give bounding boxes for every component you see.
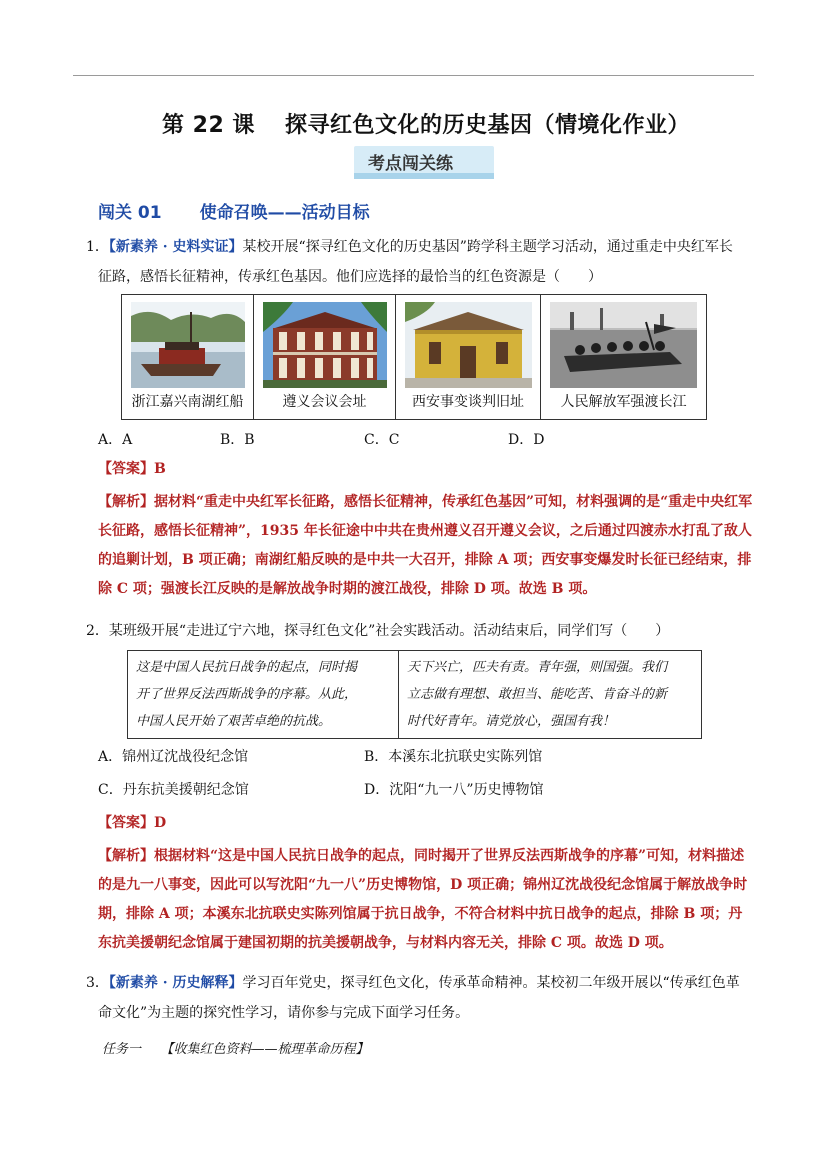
explain-label: 【解析】 [98,848,154,864]
quote-line: 天下兴亡，匹夫有责。青年强，则国强。我们 [407,660,668,675]
question-2-explanation [98,842,753,958]
quote-cell-right [399,651,701,738]
section-heading [98,198,370,223]
lesson-title: 探寻红色文化的历史基因（情境化作业） [284,113,690,138]
option-b[interactable]: B．B [220,432,255,448]
question-text-line: 某班级开展“走进辽宁六地，探寻红色文化”社会实践活动。活动结束后，同学们写（ ） [108,623,670,639]
option-c[interactable]: C．丹东抗美援朝纪念馆 [98,782,249,798]
question-2-options-row1 [98,746,698,766]
page-title [162,108,690,139]
question-number: 2． [86,623,109,639]
image-cell [541,295,706,419]
explain-label: 【解析】 [98,494,154,510]
xian-building-icon [405,302,532,388]
header-rule [73,75,754,76]
image-options-table [121,294,707,420]
question-tag: 【新素养 · 史料实证】 [108,239,243,255]
explain-text: 据材料“重走中央红军长征路，感悟长征精神，传承红色基因”可知，材料强调的是“重走中央红军长征路，感悟长征精神”，1935 年长征途中中共在贵州遵义召开遵义会议，之后通过四渡赤水打乱了敌人的追剿计划，B 项正确；南湖红船反映的是中共一大召开，排除 A 项；西安事变爆发时长征已经结束，排除 C 项；强渡长江反映的是解放战争时期的渡江战役，排除 D 项。故选 B 项。 [98,494,753,597]
quote-line: 这是中国人民抗日战争的起点，同时揭 [136,660,358,675]
option-d[interactable]: D．D [508,432,545,448]
answer-label: 【答案】 [98,461,154,477]
quote-line: 立志做有理想、敢担当、能吃苦、肯奋斗的新 [407,687,668,702]
red-boat-icon [131,302,245,388]
question-text-line: 征路，感悟长征精神，传承红色基因。他们应选择的最恰当的红色资源是（ ） [98,269,602,285]
question-number: 3． [86,975,109,991]
river-crossing-icon [550,302,697,388]
option-c[interactable]: C．C [364,432,400,448]
question-number: 1． [86,239,109,255]
lesson-number: 第 22 课 [162,113,255,138]
explain-text: 根据材料“这是中国人民抗日战争的起点，同时揭开了世界反法西斯战争的序幕”可知，材料描述的是九一八事变，因此可以写沈阳“九一八”历史博物馆，D 项正确；锦州辽沈战役纪念馆属于解放战争时期，排除 A 项；本溪东北抗联史实陈列馆属于抗日战争，不符合材料中抗日战争的起点，排除 B 项；丹东抗美援朝纪念馆属于建国初期的抗美援朝战争，与材料内容无关，排除 C 项。故选 D 项。 [98,848,748,951]
image-cell [254,295,396,419]
image-caption: 西安事变谈判旧址 [412,394,524,410]
image-caption: 遵义会议会址 [282,394,367,410]
question-text-line: 学习百年党史，探寻红色文化，传承革命精神。某校初二年级开展以“传承红色革 [242,975,740,991]
question-1-explanation [98,488,753,604]
zunyi-building-icon [263,302,387,388]
quote-line: 时代好青年。请党放心，强国有我！ [407,714,616,729]
image-caption: 浙江嘉兴南湖红船 [131,394,244,410]
quote-line: 开了世界反法西斯战争的序幕。从此， [136,687,358,702]
section-badge [354,146,494,179]
question-1-options [98,429,698,449]
question-1-stem [86,232,741,292]
question-tag: 【新素养 · 历史解释】 [108,975,243,991]
question-2-answer [98,812,166,832]
question-2-options-row2 [98,779,698,799]
quote-cell-left [128,651,399,738]
option-a[interactable]: A．锦州辽沈战役纪念馆 [98,749,249,765]
option-a[interactable]: A．A [98,432,133,448]
image-caption: 人民解放军强渡长江 [560,394,687,410]
question-1-answer [98,458,166,478]
answer-value: B [154,461,166,477]
badge-label: 考点闯关练 [368,154,453,174]
quote-line: 中国人民开始了艰苦卓绝的抗战。 [136,714,332,729]
question-text-line: 某校开展“探寻红色文化的历史基因”跨学科主题学习活动，通过重走中央红军长 [242,239,733,255]
section-label: 闯关 01 [98,203,162,223]
quote-table [127,650,702,739]
option-d[interactable]: D．沈阳“九一八”历史博物馆 [364,782,544,798]
question-text-line: 命文化”为主题的探究性学习，请你参与完成下面学习任务。 [98,1005,470,1021]
answer-label: 【答案】 [98,815,154,831]
image-cell [122,295,254,419]
section-title: 使命召唤——活动目标 [199,203,370,223]
task-heading: 任务一 【收集红色资料——梳理革命历程】 [102,1042,369,1057]
question-3-stem [86,968,741,1028]
question-2-stem [86,616,741,646]
option-b[interactable]: B．本溪东北抗联史实陈列馆 [364,749,543,765]
answer-value: D [154,815,167,831]
image-cell [396,295,541,419]
